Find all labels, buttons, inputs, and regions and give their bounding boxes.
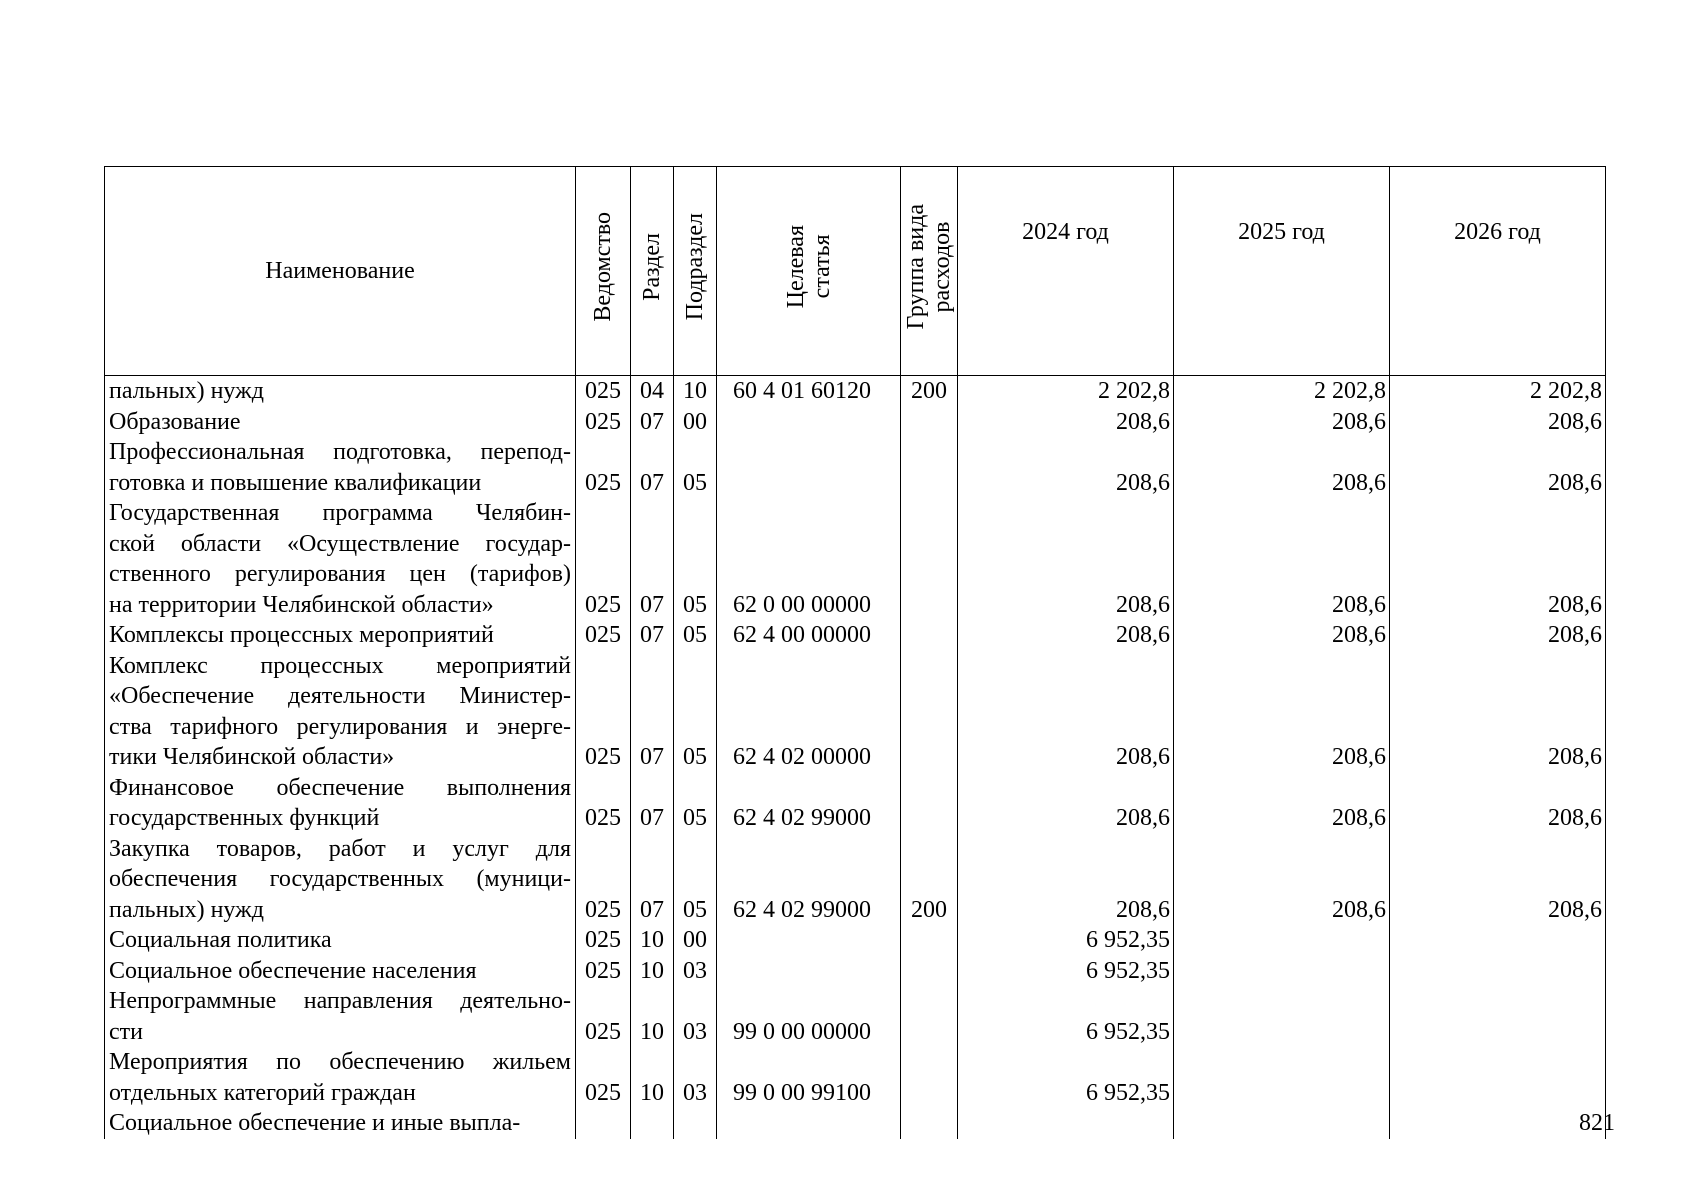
row-ved: 025 [576,956,631,987]
row-name-line: государственных функций [109,805,380,831]
row-cel-statya: 62 4 02 99000 [717,773,901,834]
page-number: 821 [1579,1110,1615,1136]
row-razdel [631,1108,674,1139]
header-2026: 2026 год [1390,167,1606,376]
row-razdel: 07 [631,834,674,926]
row-name-line: ства тарифного регулирования и энерге- [109,713,571,740]
table-row [105,986,1606,1047]
row-ved: 025 [576,651,631,773]
row-2026: 208,6 [1390,437,1606,498]
row-cel-statya [717,437,901,498]
row-razdel: 10 [631,1047,674,1108]
row-gruppa [901,925,958,956]
row-2026 [1390,1108,1606,1139]
row-2024: 6 952,35 [958,986,1174,1047]
row-2026: 208,6 [1390,834,1606,926]
row-razdel: 10 [631,986,674,1047]
row-podrazdel: 05 [674,620,717,651]
row-name-line: пальных) нужд [109,378,264,404]
row-2026 [1390,956,1606,987]
row-2025 [1174,956,1390,987]
header-gruppa [901,167,958,376]
row-ved: 025 [576,986,631,1047]
header-razdel [631,167,674,376]
row-razdel: 07 [631,651,674,773]
row-name-line: обеспечения государственных (муници- [109,866,571,892]
row-2025: 208,6 [1174,620,1390,651]
header-podrazdel [674,167,717,376]
row-name-line: готовка и повышение квалификации [109,469,482,496]
row-name-line: Социальное обеспечение населения [109,957,477,984]
row-gruppa [901,1047,958,1108]
row-gruppa [901,651,958,773]
table-row [105,407,1606,438]
row-cel-statya: 62 4 02 00000 [717,651,901,773]
row-name [105,376,576,407]
row-podrazdel: 03 [674,1047,717,1108]
row-ved: 025 [576,437,631,498]
row-2026: 208,6 [1390,773,1606,834]
row-gruppa [901,956,958,987]
row-name-line: ственного регулирования цен (тарифов) [109,561,571,587]
row-razdel: 10 [631,925,674,956]
row-name [105,651,576,773]
header-name: Наименование [105,167,576,376]
header-ved [576,167,631,376]
header-cel-statya [717,167,901,376]
header-razdel-label: Раздел [639,232,665,301]
row-name-line: отдельных категорий граждан [109,1079,416,1106]
header-ved-label: Ведомство [590,211,616,322]
row-2026 [1390,986,1606,1047]
row-2024: 6 952,35 [958,1047,1174,1108]
row-ved: 025 [576,376,631,407]
row-podrazdel: 05 [674,834,717,926]
table-row [105,1047,1606,1108]
row-podrazdel: 05 [674,437,717,498]
header-gruppa-label: Группа вида расходов [903,204,955,330]
row-name-line: Финансовое обеспечение выполнения [109,774,571,801]
row-name-line: Социальная политика [109,927,332,953]
row-cel-statya: 62 0 00 00000 [717,498,901,620]
row-name [105,1047,576,1108]
row-ved: 025 [576,620,631,651]
row-2025: 208,6 [1174,651,1390,773]
row-ved: 025 [576,834,631,926]
table-row [105,773,1606,834]
row-podrazdel: 10 [674,376,717,407]
row-name-line: Мероприятия по обеспечению жильем [109,1049,571,1075]
row-name-line: ской области «Осуществление государ- [109,530,571,557]
row-cel-statya [717,407,901,438]
row-ved: 025 [576,1047,631,1108]
row-name-line: на территории Челябинской области» [109,591,494,618]
row-gruppa [901,498,958,620]
row-name [105,437,576,498]
header-2024: 2024 год [958,167,1174,376]
row-gruppa [901,1108,958,1139]
row-ved: 025 [576,925,631,956]
row-name-line: Комплекс процессных мероприятий [109,652,571,679]
row-gruppa [901,437,958,498]
row-gruppa [901,773,958,834]
row-ved: 025 [576,407,631,438]
row-2024: 208,6 [958,620,1174,651]
table-header-row [105,167,1606,376]
row-razdel: 04 [631,376,674,407]
row-2024: 208,6 [958,651,1174,773]
row-podrazdel: 05 [674,651,717,773]
row-gruppa: 200 [901,834,958,926]
row-2024: 6 952,35 [958,925,1174,956]
row-name-line: Закупка товаров, работ и услуг для [109,835,571,862]
row-2025 [1174,925,1390,956]
row-2024 [958,1108,1174,1139]
row-podrazdel: 05 [674,498,717,620]
row-podrazdel: 03 [674,986,717,1047]
row-2024: 208,6 [958,834,1174,926]
row-razdel: 07 [631,498,674,620]
row-ved [576,1108,631,1139]
row-razdel: 07 [631,773,674,834]
row-2024: 208,6 [958,498,1174,620]
row-podrazdel [674,1108,717,1139]
budget-table [104,166,1606,1139]
row-2025: 2 202,8 [1174,376,1390,407]
row-2024: 208,6 [958,773,1174,834]
row-2025: 208,6 [1174,498,1390,620]
row-2025 [1174,986,1390,1047]
header-podrazdel-label: Подраздел [682,213,708,321]
row-name [105,407,576,438]
row-podrazdel: 05 [674,773,717,834]
table-row [105,956,1606,987]
row-name [105,925,576,956]
row-2025: 208,6 [1174,834,1390,926]
row-name [105,956,576,987]
table-body [105,376,1606,1139]
row-name-line: Комплексы процессных мероприятий [109,622,494,648]
table-row [105,1108,1606,1139]
row-razdel: 07 [631,620,674,651]
row-cel-statya [717,925,901,956]
row-razdel: 07 [631,407,674,438]
row-2024: 2 202,8 [958,376,1174,407]
row-gruppa [901,986,958,1047]
row-name-line: «Обеспечение деятельности Министер- [109,683,571,709]
row-name-line: тики Челябинской области» [109,744,395,770]
row-2024: 208,6 [958,407,1174,438]
row-name-line: Профессиональная подготовка, перепод- [109,439,571,465]
row-cel-statya: 62 4 00 00000 [717,620,901,651]
row-name-line: Государственная программа Челябин- [109,500,571,526]
row-razdel: 07 [631,437,674,498]
row-podrazdel: 00 [674,407,717,438]
row-name-line: сти [109,1018,143,1045]
row-2026: 208,6 [1390,620,1606,651]
header-cel-statya-label: Целевая статья [782,225,835,309]
row-gruppa [901,620,958,651]
row-2026 [1390,1047,1606,1108]
row-name [105,986,576,1047]
row-2026: 208,6 [1390,407,1606,438]
row-2024: 208,6 [958,437,1174,498]
row-cel-statya: 99 0 00 00000 [717,986,901,1047]
row-name [105,1108,576,1139]
row-name-line: Непрограммные направления деятельно- [109,988,571,1014]
row-name [105,834,576,926]
row-name [105,773,576,834]
row-2024: 6 952,35 [958,956,1174,987]
row-gruppa: 200 [901,376,958,407]
row-cel-statya: 62 4 02 99000 [717,834,901,926]
row-name [105,620,576,651]
row-2026: 2 202,8 [1390,376,1606,407]
row-cel-statya: 99 0 00 99100 [717,1047,901,1108]
table-row [105,437,1606,498]
table-row [105,925,1606,956]
table-row [105,376,1606,407]
row-name-line: Социальное обеспечение и иные выпла- [109,1110,521,1136]
row-2026 [1390,925,1606,956]
row-2025: 208,6 [1174,407,1390,438]
row-2026: 208,6 [1390,498,1606,620]
row-2025 [1174,1047,1390,1108]
row-name [105,498,576,620]
table-row [105,834,1606,926]
row-podrazdel: 00 [674,925,717,956]
row-cel-statya [717,1108,901,1139]
row-2026: 208,6 [1390,651,1606,773]
row-podrazdel: 03 [674,956,717,987]
table-row [105,651,1606,773]
row-2025: 208,6 [1174,437,1390,498]
row-razdel: 10 [631,956,674,987]
row-ved: 025 [576,773,631,834]
row-cel-statya: 60 4 01 60120 [717,376,901,407]
row-ved: 025 [576,498,631,620]
row-name-line: пальных) нужд [109,896,264,923]
table-row [105,620,1606,651]
row-name-line: Образование [109,408,241,435]
row-gruppa [901,407,958,438]
row-2025: 208,6 [1174,773,1390,834]
row-2025 [1174,1108,1390,1139]
header-2025: 2025 год [1174,167,1390,376]
table-row [105,498,1606,620]
row-cel-statya [717,956,901,987]
